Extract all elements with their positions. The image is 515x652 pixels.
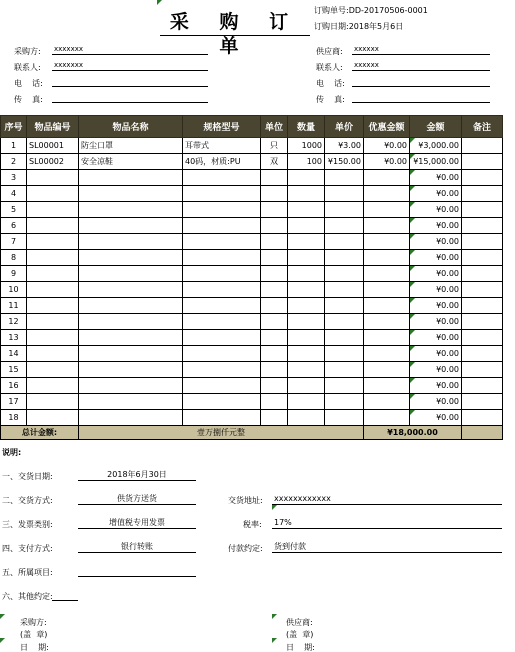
row-number[interactable]: 11 <box>1 298 27 314</box>
item-name[interactable] <box>79 218 183 234</box>
buyer-fax-label: 传 真: <box>14 95 43 104</box>
other-terms-label: 六、其他约定: <box>2 592 53 601</box>
row-number[interactable]: 1 <box>1 138 27 154</box>
item-spec[interactable] <box>183 282 261 298</box>
item-spec[interactable] <box>183 378 261 394</box>
item-name[interactable]: 安全凉鞋 <box>79 154 183 170</box>
item-code[interactable] <box>27 346 79 362</box>
item-note[interactable] <box>462 250 503 266</box>
item-unit-price[interactable] <box>325 266 364 282</box>
item-spec[interactable] <box>183 186 261 202</box>
delivery-address-label: 交货地址: <box>228 496 263 505</box>
item-unit-price[interactable] <box>325 170 364 186</box>
item-note[interactable] <box>462 314 503 330</box>
row-number[interactable]: 13 <box>1 330 27 346</box>
item-unit-price[interactable]: ¥3.00 <box>325 138 364 154</box>
header-qty: 数量 <box>288 116 325 138</box>
item-code[interactable]: SL00001 <box>27 138 79 154</box>
supplier-phone-label: 电 话: <box>316 79 345 88</box>
supplier-seal-label: (盖 章) <box>286 630 314 639</box>
item-name[interactable] <box>79 282 183 298</box>
item-code[interactable] <box>27 410 79 426</box>
order-date: 订购日期:2018年5月6日 <box>314 22 404 31</box>
item-code[interactable] <box>27 378 79 394</box>
item-code[interactable] <box>27 266 79 282</box>
header-spec: 规格型号 <box>183 116 261 138</box>
item-discount[interactable] <box>364 314 410 330</box>
item-unit[interactable] <box>261 218 288 234</box>
item-quantity[interactable] <box>288 266 325 282</box>
item-note[interactable] <box>462 394 503 410</box>
invoice-type-label: 三、发票类别: <box>2 520 53 529</box>
item-note[interactable] <box>462 282 503 298</box>
item-note[interactable] <box>462 346 503 362</box>
item-unit-price[interactable] <box>325 314 364 330</box>
item-name[interactable] <box>79 378 183 394</box>
item-unit[interactable] <box>261 362 288 378</box>
item-quantity[interactable] <box>288 362 325 378</box>
total-note <box>462 426 503 440</box>
supplier-contact-label: 联系人: <box>316 63 343 72</box>
project-label: 五、所属项目: <box>2 568 53 577</box>
table-row <box>1 138 503 154</box>
item-note[interactable] <box>462 410 503 426</box>
cell-marker <box>0 614 5 619</box>
item-quantity[interactable] <box>288 282 325 298</box>
item-spec[interactable] <box>183 170 261 186</box>
item-quantity[interactable] <box>288 234 325 250</box>
item-amount[interactable]: ¥0.00 <box>410 234 462 250</box>
cell-marker <box>272 638 277 643</box>
buyer-contact-label: 联系人: <box>14 63 41 72</box>
row-number[interactable]: 8 <box>1 250 27 266</box>
item-spec[interactable] <box>183 314 261 330</box>
item-note[interactable] <box>462 234 503 250</box>
item-quantity[interactable]: 100 <box>288 154 325 170</box>
item-name[interactable] <box>79 330 183 346</box>
item-unit[interactable]: 双 <box>261 154 288 170</box>
item-amount[interactable]: ¥0.00 <box>410 266 462 282</box>
item-discount[interactable] <box>364 202 410 218</box>
item-spec[interactable] <box>183 394 261 410</box>
item-unit[interactable] <box>261 234 288 250</box>
item-quantity[interactable] <box>288 298 325 314</box>
delivery-date-label: 一、交货日期: <box>2 472 53 481</box>
buyer-sign-label: 采购方: <box>20 618 47 627</box>
total-words: 壹万捌仟元整 <box>79 426 364 440</box>
item-note[interactable] <box>462 186 503 202</box>
item-name[interactable] <box>79 314 183 330</box>
item-name[interactable] <box>79 346 183 362</box>
row-number[interactable]: 7 <box>1 234 27 250</box>
item-discount[interactable] <box>364 170 410 186</box>
cell-marker <box>157 0 162 5</box>
item-unit-price[interactable] <box>325 186 364 202</box>
order-items-table <box>0 115 503 440</box>
delivery-method-label: 二、交货方式: <box>2 496 53 505</box>
item-quantity[interactable] <box>288 346 325 362</box>
item-amount[interactable]: ¥0.00 <box>410 330 462 346</box>
header-discount: 优惠金额 <box>364 116 410 138</box>
item-name[interactable] <box>79 202 183 218</box>
item-name[interactable] <box>79 170 183 186</box>
item-discount[interactable] <box>364 266 410 282</box>
item-spec[interactable]: 耳带式 <box>183 138 261 154</box>
total-label: 总计金额: <box>1 426 79 440</box>
cell-marker <box>272 614 277 619</box>
item-unit-price[interactable] <box>325 234 364 250</box>
buyer-date-label: 日 期: <box>20 643 49 652</box>
item-amount[interactable]: ¥0.00 <box>410 298 462 314</box>
table-row <box>1 362 503 378</box>
item-unit-price[interactable] <box>325 346 364 362</box>
item-name[interactable] <box>79 234 183 250</box>
table-row <box>1 378 503 394</box>
item-spec[interactable] <box>183 298 261 314</box>
header-note: 备注 <box>462 116 503 138</box>
total-row <box>1 426 503 440</box>
header-no: 序号 <box>1 116 27 138</box>
item-quantity[interactable] <box>288 330 325 346</box>
table-row <box>1 154 503 170</box>
item-name[interactable] <box>79 266 183 282</box>
item-note[interactable] <box>462 138 503 154</box>
item-note[interactable] <box>462 170 503 186</box>
item-code[interactable]: SL00002 <box>27 154 79 170</box>
item-unit-price[interactable] <box>325 410 364 426</box>
item-code[interactable] <box>27 298 79 314</box>
item-note[interactable] <box>462 298 503 314</box>
item-code[interactable] <box>27 218 79 234</box>
item-quantity[interactable] <box>288 378 325 394</box>
buyer-seal-label: (盖 章) <box>20 630 48 639</box>
item-code[interactable] <box>27 330 79 346</box>
notes-heading: 说明: <box>2 448 22 457</box>
item-amount[interactable]: ¥0.00 <box>410 314 462 330</box>
item-discount[interactable] <box>364 330 410 346</box>
item-amount[interactable]: ¥0.00 <box>410 170 462 186</box>
supplier-fax-field[interactable] <box>352 93 490 103</box>
item-discount[interactable] <box>364 234 410 250</box>
row-number[interactable]: 10 <box>1 282 27 298</box>
item-unit-price[interactable] <box>325 298 364 314</box>
item-unit[interactable] <box>261 250 288 266</box>
item-unit-price[interactable] <box>325 362 364 378</box>
item-unit[interactable] <box>261 314 288 330</box>
row-number[interactable]: 6 <box>1 218 27 234</box>
page-title: 采 购 订 单 <box>160 10 310 36</box>
buyer-contact-field[interactable]: xxxxxxx <box>52 61 208 71</box>
header-unit: 单位 <box>261 116 288 138</box>
item-spec[interactable] <box>183 346 261 362</box>
item-note[interactable] <box>462 266 503 282</box>
item-code[interactable] <box>27 314 79 330</box>
item-unit[interactable] <box>261 378 288 394</box>
table-row <box>1 410 503 426</box>
item-unit[interactable] <box>261 346 288 362</box>
item-quantity[interactable] <box>288 250 325 266</box>
item-spec[interactable]: 40码，材质:PU <box>183 154 261 170</box>
item-unit[interactable] <box>261 282 288 298</box>
item-discount[interactable] <box>364 250 410 266</box>
header-price: 单价 <box>325 116 364 138</box>
item-unit[interactable]: 只 <box>261 138 288 154</box>
item-note[interactable] <box>462 154 503 170</box>
item-note[interactable] <box>462 330 503 346</box>
buyer-company-label: 采购方: <box>14 47 41 56</box>
buyer-phone-field[interactable] <box>52 77 208 87</box>
item-amount[interactable]: ¥0.00 <box>410 202 462 218</box>
item-spec[interactable] <box>183 218 261 234</box>
row-number[interactable]: 5 <box>1 202 27 218</box>
item-amount[interactable]: ¥0.00 <box>410 410 462 426</box>
tax-rate-label: 税率: <box>243 520 262 529</box>
item-unit[interactable] <box>261 298 288 314</box>
item-amount[interactable]: ¥0.00 <box>410 250 462 266</box>
other-terms-field[interactable] <box>52 590 78 601</box>
item-spec[interactable] <box>183 250 261 266</box>
item-unit[interactable] <box>261 266 288 282</box>
item-name[interactable]: 防尘口罩 <box>79 138 183 154</box>
item-discount[interactable] <box>364 410 410 426</box>
item-unit-price[interactable]: ¥150.00 <box>325 154 364 170</box>
item-name[interactable] <box>79 410 183 426</box>
item-amount[interactable]: ¥0.00 <box>410 362 462 378</box>
item-unit[interactable] <box>261 410 288 426</box>
item-unit-price[interactable] <box>325 330 364 346</box>
item-unit-price[interactable] <box>325 394 364 410</box>
item-discount[interactable] <box>364 346 410 362</box>
delivery-date-field[interactable]: 2018年6月30日 <box>78 470 196 481</box>
table-row <box>1 218 503 234</box>
item-name[interactable] <box>79 186 183 202</box>
item-discount[interactable]: ¥0.00 <box>364 154 410 170</box>
row-number[interactable]: 17 <box>1 394 27 410</box>
row-number[interactable]: 12 <box>1 314 27 330</box>
item-unit[interactable] <box>261 170 288 186</box>
item-unit-price[interactable] <box>325 202 364 218</box>
item-amount[interactable]: ¥0.00 <box>410 378 462 394</box>
item-unit[interactable] <box>261 330 288 346</box>
total-amount: ¥18,000.00 <box>364 426 462 440</box>
payment-method-field[interactable]: 银行转账 <box>78 542 196 553</box>
item-code[interactable] <box>27 170 79 186</box>
item-code[interactable] <box>27 250 79 266</box>
item-discount[interactable] <box>364 394 410 410</box>
item-unit-price[interactable] <box>325 282 364 298</box>
buyer-fax-field[interactable] <box>52 93 208 103</box>
item-code[interactable] <box>27 186 79 202</box>
project-field[interactable] <box>78 566 196 577</box>
item-spec[interactable] <box>183 330 261 346</box>
delivery-method-field[interactable]: 供货方送货 <box>78 494 196 505</box>
item-spec[interactable] <box>183 266 261 282</box>
item-spec[interactable] <box>183 410 261 426</box>
table-row <box>1 298 503 314</box>
table-row <box>1 202 503 218</box>
table-row <box>1 282 503 298</box>
invoice-type-field[interactable]: 增值税专用发票 <box>78 518 196 529</box>
item-spec[interactable] <box>183 202 261 218</box>
row-number[interactable]: 9 <box>1 266 27 282</box>
supplier-company-label: 供应商: <box>316 47 343 56</box>
item-amount[interactable]: ¥3,000.00 <box>410 138 462 154</box>
item-spec[interactable] <box>183 362 261 378</box>
supplier-fax-label: 传 真: <box>316 95 345 104</box>
item-code[interactable] <box>27 202 79 218</box>
supplier-company-field[interactable]: xxxxxx <box>352 45 490 55</box>
item-amount[interactable]: ¥15,000.00 <box>410 154 462 170</box>
item-spec[interactable] <box>183 234 261 250</box>
item-note[interactable] <box>462 362 503 378</box>
item-discount[interactable]: ¥0.00 <box>364 138 410 154</box>
delivery-address-field[interactable]: xxxxxxxxxxxx <box>272 494 502 505</box>
row-number[interactable]: 2 <box>1 154 27 170</box>
table-header-row <box>1 116 503 138</box>
item-code[interactable] <box>27 394 79 410</box>
table-row <box>1 394 503 410</box>
item-amount[interactable]: ¥0.00 <box>410 282 462 298</box>
row-number[interactable]: 15 <box>1 362 27 378</box>
item-quantity[interactable] <box>288 394 325 410</box>
row-number[interactable]: 3 <box>1 170 27 186</box>
header-amount: 金额 <box>410 116 462 138</box>
item-discount[interactable] <box>364 282 410 298</box>
item-code[interactable] <box>27 362 79 378</box>
order-number: 订购单号:DD-20170506-0001 <box>314 6 428 15</box>
item-unit-price[interactable] <box>325 378 364 394</box>
item-discount[interactable] <box>364 378 410 394</box>
item-unit-price[interactable] <box>325 250 364 266</box>
supplier-date-label: 日 期: <box>286 643 315 652</box>
item-note[interactable] <box>462 202 503 218</box>
header-code: 物品编号 <box>27 116 79 138</box>
item-code[interactable] <box>27 282 79 298</box>
item-discount[interactable] <box>364 298 410 314</box>
item-name[interactable] <box>79 362 183 378</box>
header-name: 物品名称 <box>79 116 183 138</box>
item-quantity[interactable] <box>288 410 325 426</box>
table-row <box>1 266 503 282</box>
item-discount[interactable] <box>364 186 410 202</box>
item-unit[interactable] <box>261 186 288 202</box>
table-row <box>1 234 503 250</box>
item-amount[interactable]: ¥0.00 <box>410 186 462 202</box>
item-quantity[interactable] <box>288 218 325 234</box>
item-name[interactable] <box>79 250 183 266</box>
item-code[interactable] <box>27 234 79 250</box>
item-unit[interactable] <box>261 394 288 410</box>
table-row <box>1 170 503 186</box>
payment-terms-field[interactable]: 货到付款 <box>272 542 502 553</box>
cell-marker <box>272 505 277 510</box>
item-name[interactable] <box>79 394 183 410</box>
item-quantity[interactable] <box>288 186 325 202</box>
item-quantity[interactable] <box>288 314 325 330</box>
table-row <box>1 250 503 266</box>
item-note[interactable] <box>462 378 503 394</box>
table-row <box>1 346 503 362</box>
item-unit-price[interactable] <box>325 218 364 234</box>
table-row <box>1 330 503 346</box>
payment-terms-label: 付款约定: <box>228 544 263 553</box>
table-row <box>1 314 503 330</box>
row-number[interactable]: 16 <box>1 378 27 394</box>
supplier-phone-field[interactable] <box>352 77 490 87</box>
item-quantity[interactable] <box>288 202 325 218</box>
item-discount[interactable] <box>364 362 410 378</box>
tax-rate-field[interactable]: 17% <box>272 518 502 529</box>
table-row <box>1 186 503 202</box>
payment-method-label: 四、支付方式: <box>2 544 53 553</box>
item-unit[interactable] <box>261 202 288 218</box>
item-name[interactable] <box>79 298 183 314</box>
buyer-company-field[interactable]: xxxxxxx <box>52 45 208 55</box>
item-note[interactable] <box>462 218 503 234</box>
row-number[interactable]: 18 <box>1 410 27 426</box>
supplier-contact-field[interactable]: xxxxxx <box>352 61 490 71</box>
item-amount[interactable]: ¥0.00 <box>410 218 462 234</box>
buyer-phone-label: 电 话: <box>14 79 43 88</box>
row-number[interactable]: 14 <box>1 346 27 362</box>
item-discount[interactable] <box>364 218 410 234</box>
supplier-sign-label: 供应商: <box>286 618 313 627</box>
item-quantity[interactable]: 1000 <box>288 138 325 154</box>
item-amount[interactable]: ¥0.00 <box>410 346 462 362</box>
row-number[interactable]: 4 <box>1 186 27 202</box>
item-quantity[interactable] <box>288 170 325 186</box>
cell-marker <box>0 638 5 643</box>
item-amount[interactable]: ¥0.00 <box>410 394 462 410</box>
